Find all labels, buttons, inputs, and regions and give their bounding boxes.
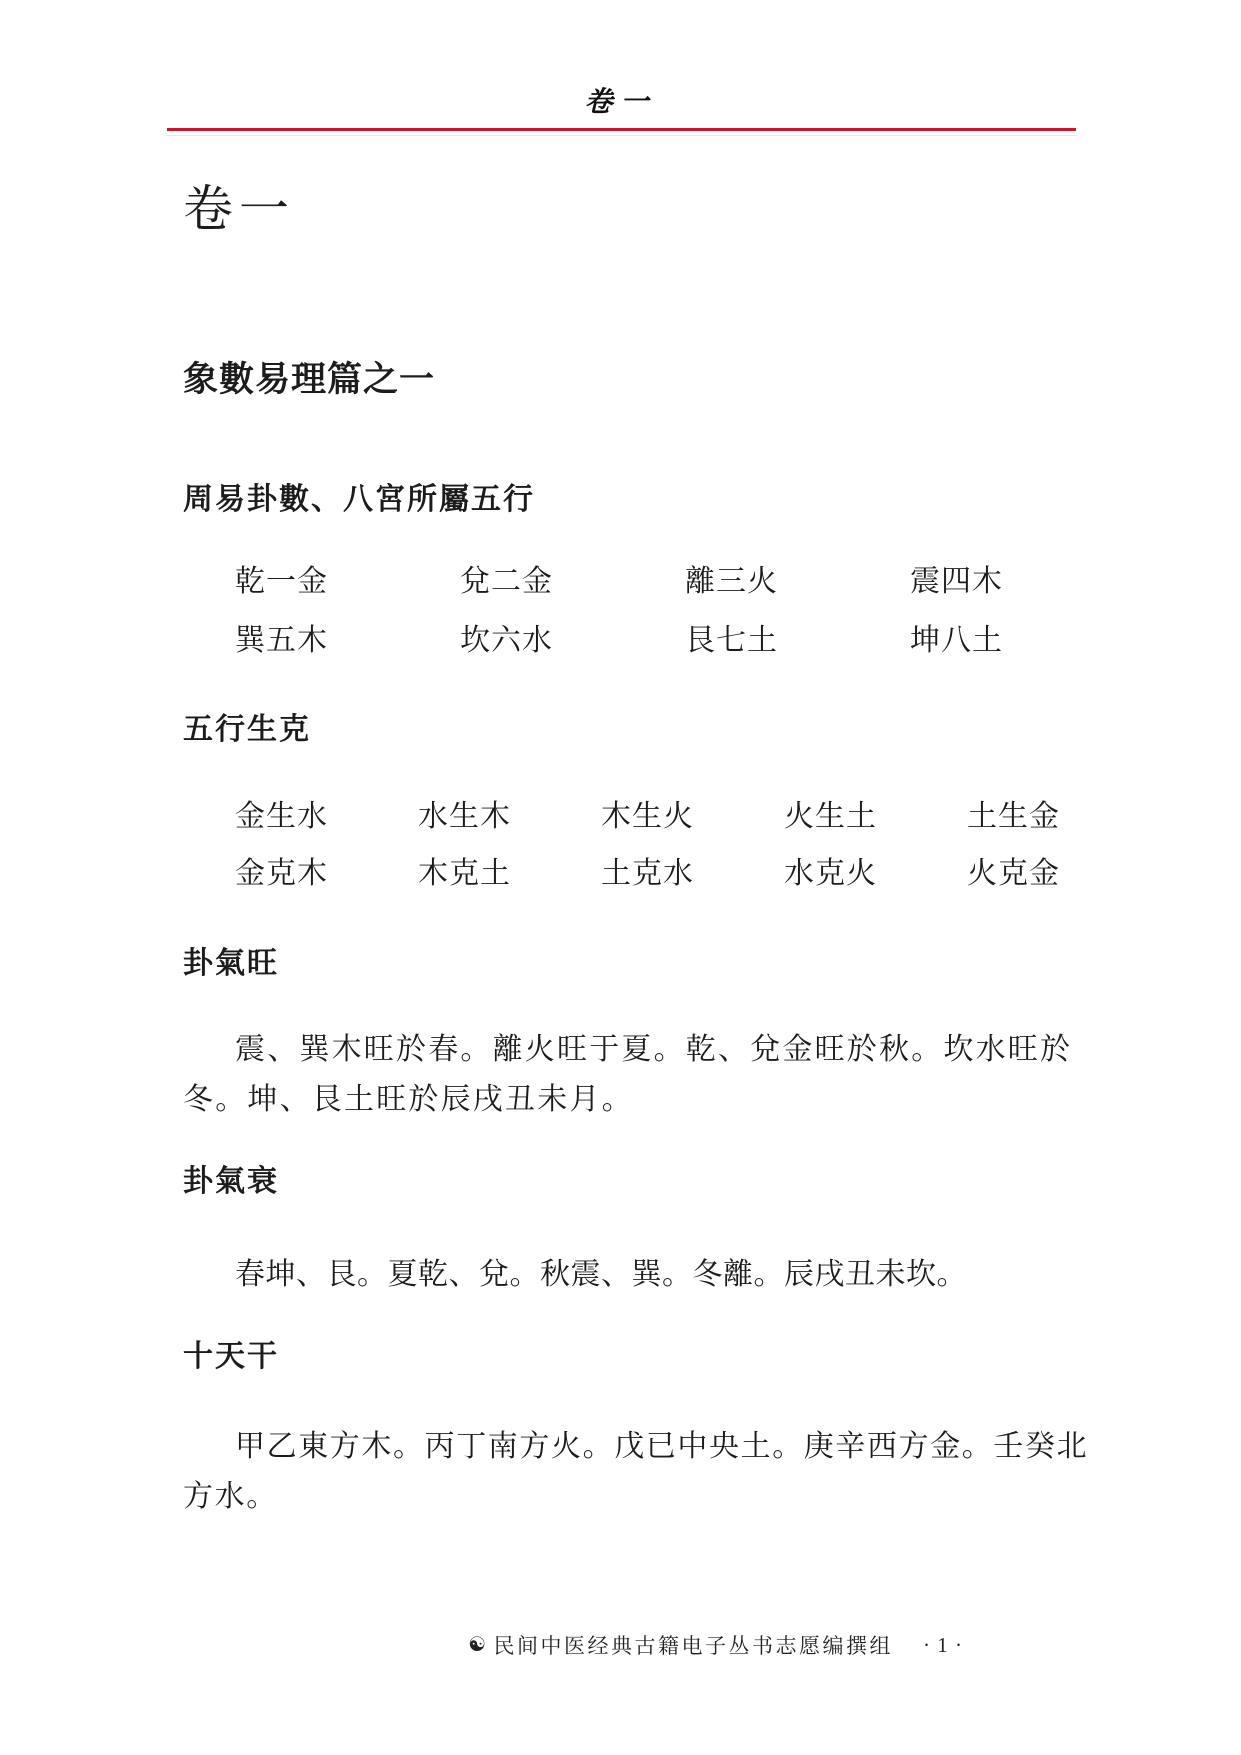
- gua-numbers-table: [235, 566, 1135, 657]
- section-heading-gua-numbers: 周易卦數、八宮所屬五行: [183, 483, 535, 516]
- section-heading-gua-qi-shuai: 卦氣衰: [183, 1165, 279, 1198]
- paragraph-line: 甲乙東方木。丙丁南方火。戊已中央土。庚辛西方金。壬癸北: [235, 1430, 1089, 1463]
- paragraph-line: 震、巽木旺於春。離火旺于夏。乾、兌金旺於秋。坎水旺於: [235, 1033, 1073, 1066]
- table-cell: 土生金: [967, 800, 1060, 833]
- paragraph-line: 冬。坤、艮土旺於辰戌丑未月。: [183, 1083, 634, 1116]
- chapter-title: 卷一: [183, 181, 295, 237]
- header-red-rule: [167, 128, 1076, 131]
- section-heading-tiangan: 十天干: [183, 1340, 279, 1373]
- table-cell: 坤八土: [910, 624, 1003, 657]
- table-cell: 金克木: [235, 857, 328, 890]
- wuxing-table: [235, 801, 1150, 890]
- taiji-icon: ☯: [468, 1634, 489, 1656]
- paragraph-line: 方水。: [183, 1480, 278, 1513]
- table-cell: 木生火: [601, 800, 694, 833]
- header-rule-shadow: [167, 135, 1076, 136]
- paragraph-gua-qi-wang: [183, 1025, 1077, 1125]
- table-cell: 水克火: [784, 857, 877, 890]
- table-cell: 艮七土: [685, 624, 778, 657]
- table-cell: 火克金: [967, 857, 1060, 890]
- running-header: 卷一: [584, 87, 657, 118]
- footer-credit-text: 民间中医经典古籍电子丛书志愿编撰组: [493, 1634, 893, 1658]
- paragraph-tiangan: [183, 1422, 1089, 1522]
- table-cell: 兌二金: [460, 565, 553, 598]
- part-title: 象數易理篇之一: [183, 360, 436, 399]
- section-heading-wuxing: 五行生克: [183, 713, 311, 746]
- table-cell: 土克水: [601, 857, 694, 890]
- section-heading-gua-qi-wang: 卦氣旺: [183, 947, 279, 980]
- table-cell: 乾一金: [235, 565, 328, 598]
- paragraph-line: 春坤、艮。夏乾、兌。秋震、巽。冬離。辰戌丑未坎。: [235, 1258, 967, 1291]
- footer-credit: [468, 1630, 893, 1660]
- page-footer: [468, 1630, 963, 1660]
- table-cell: 金生水: [235, 800, 328, 833]
- table-cell: 坎六水: [460, 624, 553, 657]
- paragraph-gua-qi-shuai: [183, 1250, 1077, 1300]
- table-cell: 巽五木: [235, 624, 328, 657]
- table-cell: 震四木: [910, 565, 1003, 598]
- table-cell: 水生木: [418, 800, 511, 833]
- table-cell: 木克土: [418, 857, 511, 890]
- table-cell: 火生土: [784, 800, 877, 833]
- table-cell: 離三火: [685, 565, 778, 598]
- page-number: · 1 ·: [923, 1632, 963, 1657]
